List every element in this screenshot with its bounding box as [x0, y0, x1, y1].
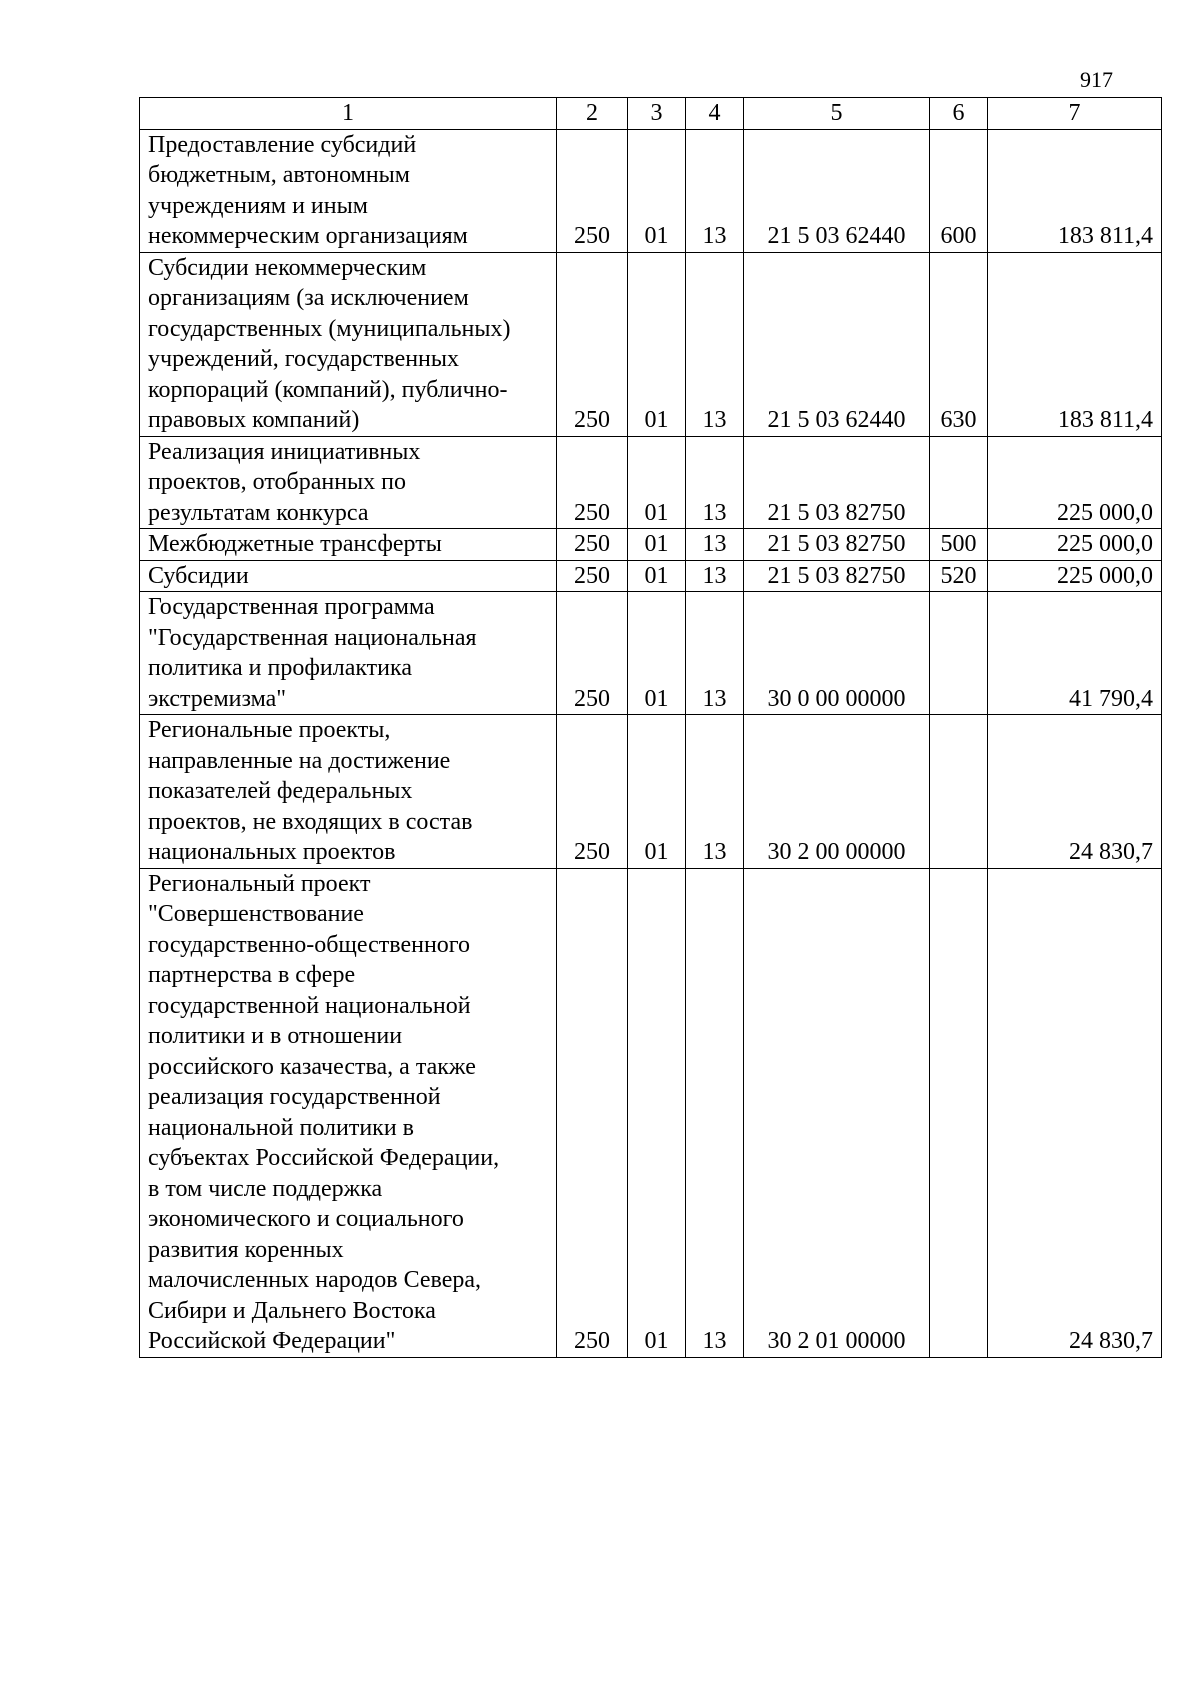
- expense-type-code-cell: [930, 715, 988, 869]
- row-name-line: национальной политики в: [148, 1114, 415, 1141]
- expense-type-code-cell: [930, 592, 988, 715]
- row-name-line: Предоставление субсидий: [148, 131, 417, 158]
- table-row: [140, 592, 1162, 715]
- amount-cell: 24 830,7: [988, 715, 1162, 869]
- table-row: [140, 715, 1162, 869]
- row-name-line: национальных проектов: [148, 839, 396, 865]
- row-name-line: Субсидии некоммерческим: [148, 254, 427, 281]
- row-name-line: направленные на достижение: [148, 747, 451, 774]
- row-name-cell: [140, 715, 557, 869]
- chapter-code-cell: 250: [557, 252, 628, 436]
- row-name-line: проектов, отобранных по: [148, 469, 407, 495]
- row-name-line: развития коренных: [148, 1236, 344, 1263]
- subsection-code-cell: 13: [686, 868, 744, 1357]
- row-name-line: Региональные проекты,: [148, 717, 391, 743]
- target-article-code-cell: 30 2 00 00000: [744, 715, 930, 869]
- expense-type-code-cell: [930, 868, 988, 1357]
- row-name-line: государственных (муниципальных): [148, 315, 511, 342]
- section-code-cell: 01: [628, 529, 686, 561]
- row-name-line: экстремизма": [148, 685, 287, 712]
- target-article-code-cell: 30 2 01 00000: [744, 868, 930, 1357]
- row-name-cell: [140, 129, 557, 252]
- row-name-line: "Государственная национальная: [148, 624, 477, 651]
- row-name-line: учреждениям и иным: [148, 192, 368, 219]
- page-number: 917: [1080, 67, 1113, 92]
- row-name-line: "Совершенствование: [148, 901, 364, 927]
- row-name-line: результатам конкурса: [148, 499, 369, 526]
- target-article-code-cell: 21 5 03 62440: [744, 252, 930, 436]
- chapter-code-cell: 250: [557, 715, 628, 869]
- target-article-code-cell: 21 5 03 62440: [744, 129, 930, 252]
- row-name-line: Межбюджетные трансферты: [148, 531, 442, 557]
- row-name-line: Сибири и Дальнего Востока: [148, 1297, 436, 1324]
- row-name-line: Российской Федерации": [148, 1328, 396, 1354]
- expense-type-code-cell: 600: [930, 129, 988, 252]
- row-name-line: политики и в отношении: [148, 1023, 403, 1049]
- section-code-cell: 01: [628, 715, 686, 869]
- row-name-line: Реализация инициативных: [148, 438, 421, 465]
- row-name-line: Субсидии: [148, 562, 249, 589]
- subsection-code-cell: 13: [686, 592, 744, 715]
- table-body: [140, 129, 1162, 1357]
- section-code-cell: 01: [628, 436, 686, 529]
- row-name-line: российского казачества, а также: [148, 1053, 476, 1080]
- row-name-line: реализация государственной: [148, 1084, 441, 1110]
- row-name-cell: [140, 529, 557, 561]
- expense-type-code-cell: 520: [930, 560, 988, 592]
- chapter-code-cell: 250: [557, 436, 628, 529]
- row-name-cell: [140, 252, 557, 436]
- row-name-line: бюджетным, автономным: [148, 162, 410, 188]
- section-code-cell: 01: [628, 560, 686, 592]
- row-name-cell: [140, 560, 557, 592]
- chapter-code-cell: 250: [557, 529, 628, 561]
- row-name-line: государственной национальной: [148, 992, 471, 1019]
- column-header: 4: [686, 98, 744, 130]
- subsection-code-cell: 13: [686, 129, 744, 252]
- section-code-cell: 01: [628, 252, 686, 436]
- amount-cell: 183 811,4: [988, 252, 1162, 436]
- expense-type-code-cell: 500: [930, 529, 988, 561]
- row-name-line: государственно-общественного: [148, 931, 471, 958]
- section-code-cell: 01: [628, 868, 686, 1357]
- subsection-code-cell: 13: [686, 529, 744, 561]
- table-row: [140, 560, 1162, 592]
- amount-cell: 183 811,4: [988, 129, 1162, 252]
- table-row: [140, 252, 1162, 436]
- header-row: [140, 98, 1162, 130]
- column-header: 7: [988, 98, 1162, 130]
- row-name-line: Государственная программа: [148, 594, 435, 620]
- amount-cell: 225 000,0: [988, 529, 1162, 561]
- row-name-line: проектов, не входящих в состав: [148, 808, 473, 835]
- row-name-line: организациям (за исключением: [148, 285, 469, 311]
- row-name-line: учреждений, государственных: [148, 346, 460, 372]
- expense-type-code-cell: 630: [930, 252, 988, 436]
- subsection-code-cell: 13: [686, 715, 744, 869]
- chapter-code-cell: 250: [557, 560, 628, 592]
- table-row: [140, 868, 1162, 1357]
- column-header: 1: [140, 98, 557, 130]
- chapter-code-cell: 250: [557, 868, 628, 1357]
- column-header: 2: [557, 98, 628, 130]
- row-name-line: некоммерческим организациям: [148, 223, 468, 249]
- subsection-code-cell: 13: [686, 436, 744, 529]
- target-article-code-cell: 21 5 03 82750: [744, 529, 930, 561]
- row-name-line: субъектах Российской Федерации,: [148, 1145, 500, 1171]
- row-name-line: корпораций (компаний), публично-: [148, 376, 508, 403]
- row-name-line: в том числе поддержка: [148, 1175, 383, 1202]
- subsection-code-cell: 13: [686, 252, 744, 436]
- amount-cell: 41 790,4: [988, 592, 1162, 715]
- column-header: 3: [628, 98, 686, 130]
- table-row: [140, 129, 1162, 252]
- column-header: 5: [744, 98, 930, 130]
- expense-type-code-cell: [930, 436, 988, 529]
- budget-table: [139, 97, 1162, 1358]
- row-name-cell: [140, 436, 557, 529]
- amount-cell: 24 830,7: [988, 868, 1162, 1357]
- chapter-code-cell: 250: [557, 592, 628, 715]
- table-row: [140, 529, 1162, 561]
- row-name-line: партнерства в сфере: [148, 962, 356, 988]
- amount-cell: 225 000,0: [988, 436, 1162, 529]
- row-name-cell: [140, 868, 557, 1357]
- row-name-line: экономического и социального: [148, 1206, 464, 1232]
- subsection-code-cell: 13: [686, 560, 744, 592]
- row-name-line: политика и профилактика: [148, 655, 412, 681]
- section-code-cell: 01: [628, 592, 686, 715]
- chapter-code-cell: 250: [557, 129, 628, 252]
- section-code-cell: 01: [628, 129, 686, 252]
- amount-cell: 225 000,0: [988, 560, 1162, 592]
- table-row: [140, 436, 1162, 529]
- row-name-line: правовых компаний): [148, 407, 360, 433]
- target-article-code-cell: 21 5 03 82750: [744, 436, 930, 529]
- row-name-cell: [140, 592, 557, 715]
- column-header: 6: [930, 98, 988, 130]
- target-article-code-cell: 30 0 00 00000: [744, 592, 930, 715]
- row-name-line: показателей федеральных: [148, 778, 413, 804]
- row-name-line: малочисленных народов Севера,: [148, 1267, 482, 1293]
- target-article-code-cell: 21 5 03 82750: [744, 560, 930, 592]
- row-name-line: Региональный проект: [148, 870, 371, 897]
